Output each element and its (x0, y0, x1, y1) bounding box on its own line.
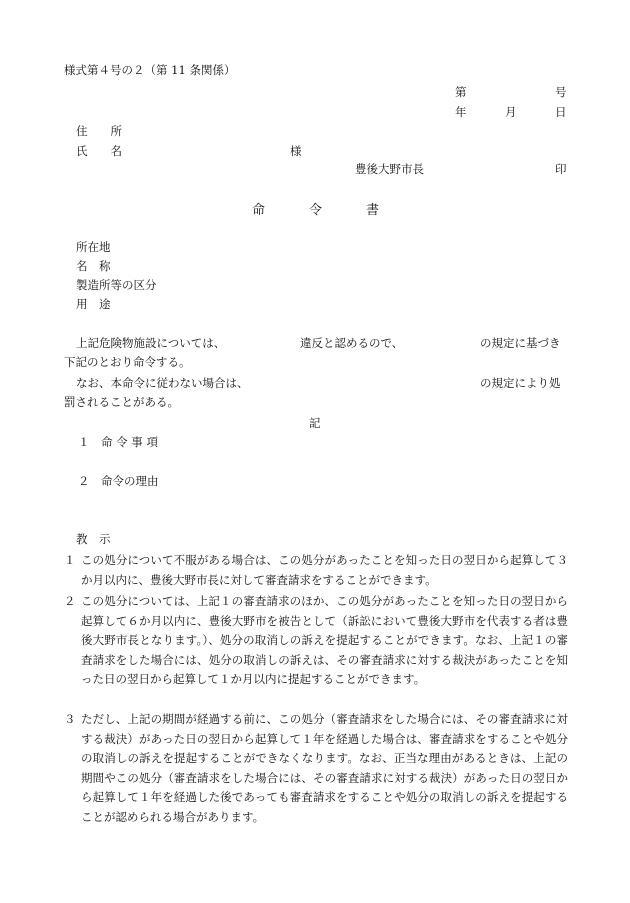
date-day: 日 (555, 105, 567, 119)
issuer-name: 豊後大野市長 (355, 162, 424, 176)
facility-location-label: 所在地 (76, 240, 111, 254)
facility-category-label: 製造所等の区分 (76, 278, 157, 292)
document-title-char-3: 書 (366, 203, 380, 218)
name-label: 氏 名 (76, 144, 122, 158)
instruction-item-3-number: ３ (64, 712, 76, 726)
instruction-item-1-text: この処分について不服がある場合は、この処分があったことを知った日の翌日から起算して３か月以内に、豊後大野市長に対して審査請求をすることができます。 (81, 553, 568, 587)
document-number-suffix: 号 (555, 85, 567, 99)
body-paragraph-1-d: 下記のとおり命令する。 (64, 355, 191, 369)
document-number-prefix: 第 (455, 85, 467, 99)
document-title-char-2: 令 (309, 203, 323, 218)
instruction-item-1-number: １ (64, 553, 76, 567)
address-label: 住 所 (76, 124, 122, 138)
section-2-number: ２ (78, 474, 90, 488)
instruction-item-2-number: ２ (64, 594, 76, 608)
body-paragraph-1-b: 違反と認めるので、 (300, 336, 404, 350)
date-year: 年 (455, 105, 467, 119)
section-2-label: 命令の理由 (101, 474, 159, 488)
body-paragraph-1-c: の規定に基づき (480, 336, 561, 350)
facility-use-label: 用 途 (76, 297, 111, 311)
body-paragraph-2-a: なお、本命令に従わない場合は、 (76, 376, 249, 390)
section-1-label: 命 令 事 項 (101, 435, 158, 449)
body-paragraph-2-c: 罰されることがある。 (64, 395, 179, 409)
instruction-item-2 (64, 592, 568, 690)
honorific: 様 (290, 144, 302, 158)
instruction-item-1 (64, 551, 568, 590)
ki-heading: 記 (309, 416, 321, 430)
instruction-item-3 (64, 710, 568, 827)
facility-name-label: 名 称 (76, 259, 111, 273)
seal-mark: 印 (555, 162, 567, 176)
body-paragraph-1-a: 上記危険物施設については、 (76, 336, 226, 350)
instruction-heading: 教 示 (76, 532, 111, 546)
form-number: 様式第４号の２（第 11 条関係） (64, 63, 236, 77)
section-1-number: １ (78, 435, 90, 449)
date-month: 月 (505, 105, 517, 119)
document-title-char-1: 命 (252, 203, 266, 218)
instruction-item-3-text: ただし、上記の期間が経過する前に、この処分（審査請求をした場合には、その審査請求に対する裁決）があった日の翌日から起算して１年を経過した場合は、審査請求をすることや処分の取消しの訴えを提起することができなくなります。なお、正当な理由があるときは、上記の期間やこの処分（審査請求をした場合には、その審査請求に対する裁決）があった日の翌日から起算して１年を経過した後であっても審査請求をすることや処分の取消しの訴えを提起することが認められる場合があります。 (81, 712, 568, 824)
body-paragraph-2-b: の規定により処 (480, 376, 561, 390)
instruction-item-2-text: この処分については、上記１の審査請求のほか、この処分があったことを知った日の翌日から起算して６か月以内に、豊後大野市を被告として（訴訟において豊後大野市を代表する者は豊後大野市長となります。）、処分の取消しの訴えを提起することができます。なお、上記１の審査請求をした場合には、処分の取消しの訴えは、その審査請求に対する裁決があったことを知った日の翌日から起算して１か月以内に提起することができます。 (81, 594, 568, 686)
